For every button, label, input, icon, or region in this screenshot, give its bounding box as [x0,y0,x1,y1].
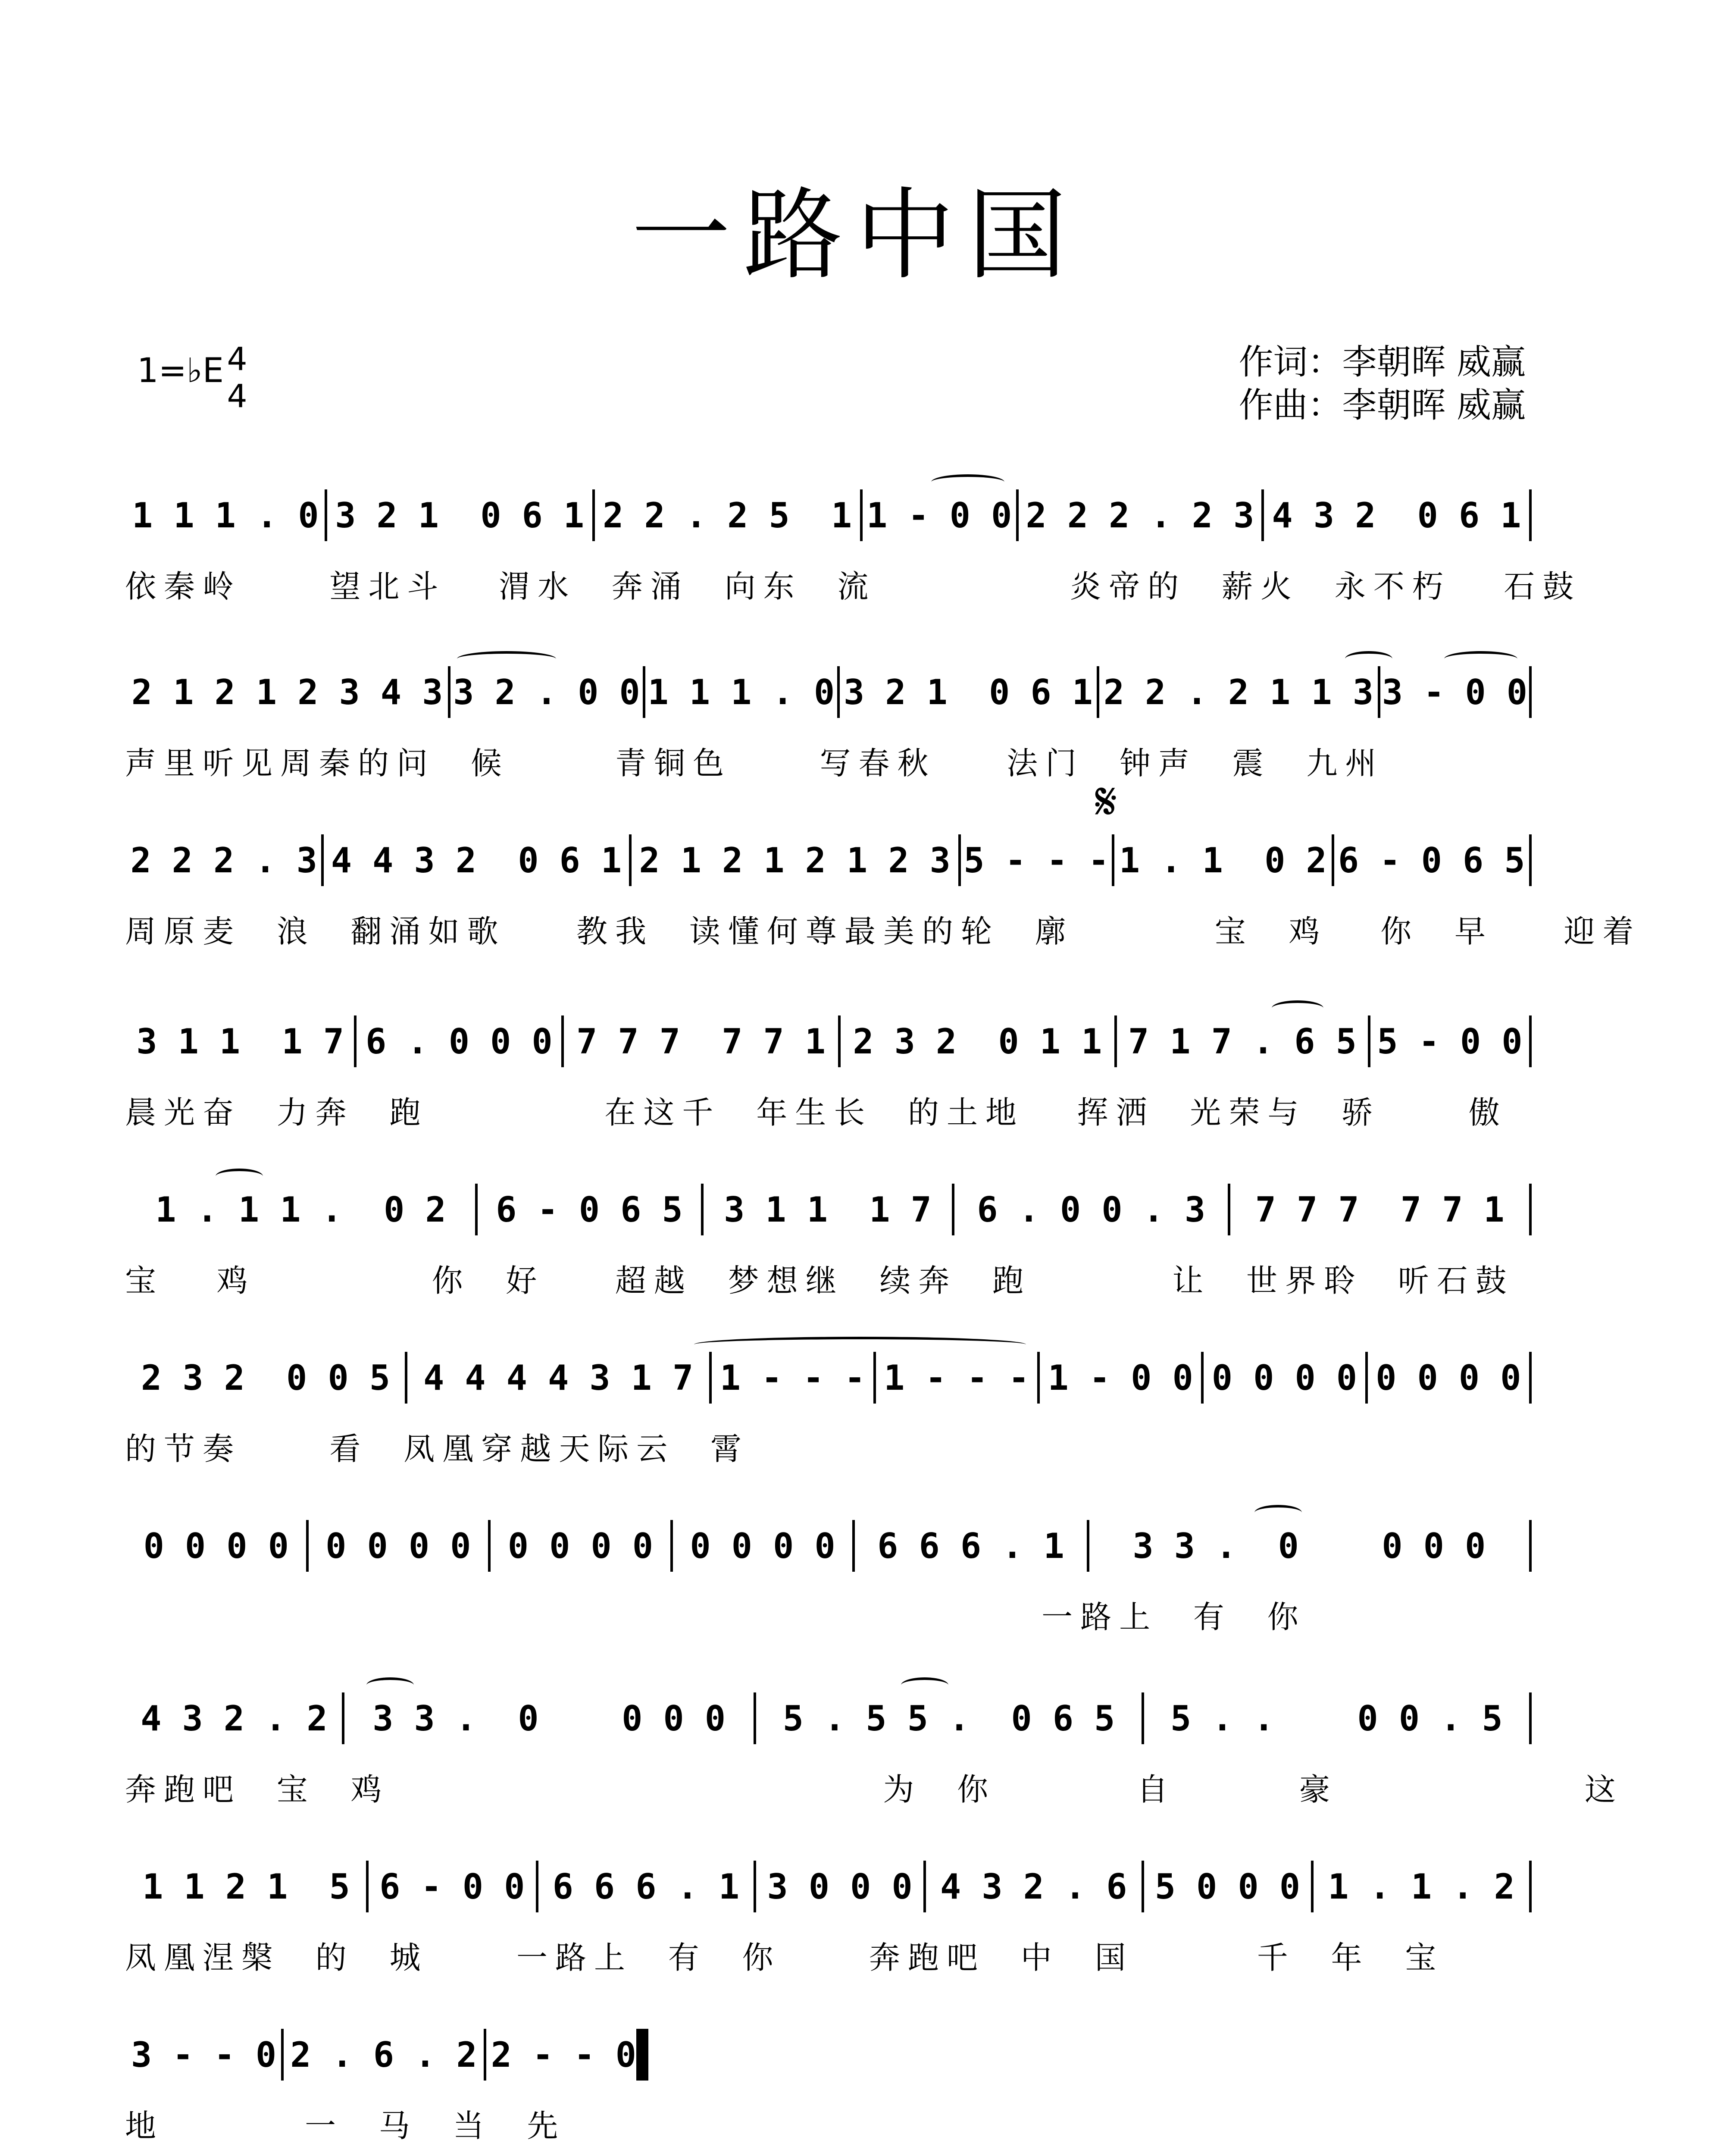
measure [125,1682,343,1755]
measure [1143,1682,1530,1755]
measure [326,479,594,552]
measure [563,1005,839,1078]
measure [489,1509,672,1583]
measure [355,1005,563,1078]
time-signature [224,341,250,415]
measure-notes: 1 . 1 . 2 [1328,1866,1515,1907]
tie-arc [931,474,1004,490]
measure-notes: 2 2 2 . 3 [130,840,317,881]
measure-notes: 2 - - 0 [491,2034,636,2075]
time-signature-bottom: 4 [227,378,247,415]
measure [307,1509,490,1583]
measure [1116,1005,1369,1078]
tie-arc [1444,651,1517,667]
lyrics-line: 宝 鸡 你 好 超越 梦想继 续奔 跑 让 世界聆 听石鼓 [125,1263,1514,1299]
time-signature-top: 4 [227,341,247,378]
measure [125,1341,406,1414]
barline [1529,489,1532,541]
credits [1239,341,1526,427]
measure-notes: 3 1 1 1 7 [724,1189,932,1230]
measure [125,1509,307,1583]
measure [838,655,1098,729]
measure [485,2018,642,2091]
measure-notes: 5 - 0 0 [1377,1021,1523,1062]
measure [1333,824,1530,897]
measure [1143,1850,1312,1923]
measure-notes: 2 1 2 1 2 1 2 3 [639,840,951,881]
final-barline [636,2029,648,2081]
measure-notes: 2 1 2 1 2 3 4 3 [131,672,443,712]
lyrics-line: 周原麦 浪 翻涌如歌 教我 读懂何尊最美的轮 廓 宝 鸡 你 早 迎着 [125,913,1642,950]
measure [755,1682,1142,1755]
measure-notes: 6 - 0 0 [379,1866,525,1907]
measure-notes: 7 7 7 7 7 1 [576,1021,826,1062]
measure-notes: 2 2 . 2 5 1 [603,495,852,536]
measure [1113,824,1333,897]
barline [1529,666,1532,718]
measure-notes: 1 - - - [884,1357,1029,1398]
measure [1367,1341,1530,1414]
measure [406,1341,710,1414]
measure-notes: 2 3 2 0 1 1 [853,1021,1102,1062]
measure [537,1850,755,1923]
measure-notes: 3 2 1 0 6 1 [335,495,585,536]
segno-icon: 𝄋 [1095,772,1117,832]
measure-notes: 1 . 1 1 . 0 2 [155,1189,446,1230]
measure-notes: 3 3 . 0 0 0 0 [1132,1526,1486,1566]
measure [854,1509,1088,1583]
barline [1529,1861,1532,1912]
measure [1229,1173,1530,1246]
measure [1098,655,1379,729]
lyrics-line: 地 一 马 当 先 [125,2108,566,2144]
measure-notes: 4 3 2 0 6 1 [1272,495,1521,536]
measure-notes: 2 3 2 0 0 5 [141,1357,390,1398]
measure-notes: 5 - - - [963,840,1109,881]
measure-notes: 1 1 1 . 0 [647,672,835,712]
measure [953,1173,1229,1246]
measure [630,824,960,897]
measure [125,479,326,552]
measure-notes: 3 2 1 0 6 1 [844,672,1093,712]
song-title: 一路中国 [631,178,1080,293]
measure-notes: 6 - 0 6 5 [496,1189,683,1230]
measure [322,824,630,897]
measure [672,1509,854,1583]
tie-arc [1254,1505,1302,1520]
barline [1529,1015,1532,1067]
measure [476,1173,702,1246]
tie-arc [216,1169,263,1184]
measure [125,1173,476,1246]
measure [125,2018,282,2091]
measure-notes: 5 0 0 0 [1154,1866,1300,1907]
lyrics-line: 依秦岭 望北斗 渭水 奔涌 向东 流 炎帝的 薪火 永不朽 石鼓 [125,568,1582,605]
measure-notes: 6 . 0 0 . 3 [977,1189,1206,1230]
measure-notes: 2 2 2 . 2 3 [1026,495,1254,536]
measure-notes: 3 - - 0 [131,2034,277,2075]
measure-notes: 1 1 2 1 5 [142,1866,350,1907]
measure-notes: 0 0 0 0 [1376,1357,1521,1398]
measure [125,1850,367,1923]
measure [839,1005,1116,1078]
tie-arc [1272,1000,1323,1016]
measure [367,1850,537,1923]
measure-notes: 4 4 4 4 3 1 7 [423,1357,694,1398]
tie-arc [1345,651,1392,667]
measure-notes: 3 3 . 0 0 0 0 [372,1698,726,1739]
tie-arc [366,1677,414,1693]
measure [702,1173,953,1246]
measure-notes: 1 - 0 0 [866,495,1012,536]
measure-notes: 4 3 2 . 6 [940,1866,1127,1907]
measure [125,1005,355,1078]
measure-notes: 2 2 . 2 1 1 3 [1103,672,1373,712]
measure [594,479,861,552]
tie-arc [457,651,556,667]
lyrics-line: 一路上 有 你 [125,1599,1306,1635]
measure-notes: 1 - 0 0 [1048,1357,1193,1398]
measure-notes: 0 0 0 0 [690,1526,835,1566]
measure [1312,1850,1530,1923]
measure-notes: 5 . 5 5 . 0 6 5 [782,1698,1115,1739]
measure-notes: 6 6 6 . 1 [877,1526,1064,1566]
measure-notes: 3 1 1 1 7 [136,1021,344,1062]
measure-notes: 3 0 0 0 [767,1866,913,1907]
measure-notes: 3 2 . 0 0 [453,672,640,712]
measure [1038,1341,1202,1414]
tie-arc [694,1337,1026,1352]
measure [1369,1005,1530,1078]
lyrics-line: 奔跑吧 宝 鸡 为 你 自 豪 这 [125,1771,1623,1808]
barline [1529,1184,1532,1235]
measure [960,824,1114,897]
barline [1529,1692,1532,1744]
measure [282,2018,485,2091]
lyrics-line: 声里听见周秦的问 候 青铜色 写春秋 法门 钟声 震 九州 [125,745,1384,781]
measure-notes: 3 - 0 0 [1382,672,1528,712]
barline [1529,1520,1532,1572]
measure [644,655,838,729]
key-signature: 1=♭E [137,351,224,390]
measure [125,655,449,729]
measure-notes: 0 0 0 0 [325,1526,471,1566]
measure-notes: 2 . 6 . 2 [290,2034,477,2075]
composer-credit: 作曲：李朝晖 威赢 [1239,385,1526,425]
measure-notes: 4 3 2 . 2 [141,1698,328,1739]
measure [1088,1509,1530,1583]
measure [925,1850,1143,1923]
lyricist-credit: 作词：李朝晖 威赢 [1239,342,1526,382]
barline [1529,834,1532,886]
measure [1202,1341,1366,1414]
measure-notes: 1 - - - [719,1357,866,1398]
measure-notes: 1 . 1 0 2 [1119,840,1327,881]
measure-notes: 6 - 0 6 5 [1338,840,1525,881]
measure [1263,479,1530,552]
lyrics-line: 晨光奋 力奔 跑 在这千 年生长 的土地 挥洒 光荣与 骄 傲 [125,1094,1508,1131]
measure-notes: 4 4 3 2 0 6 1 [331,840,622,881]
lyrics-line: 凤凰涅槃 的 城 一路上 有 你 奔跑吧 中 国 千 年 宝 [125,1940,1444,1976]
measure-notes: 7 1 7 . 6 5 [1128,1021,1357,1062]
measure [125,824,322,897]
measure-notes: 6 6 6 . 1 [552,1866,740,1907]
measure-notes: 7 7 7 7 7 1 [1255,1189,1505,1230]
measure [755,1850,924,1923]
measure-notes: 0 0 0 0 [507,1526,654,1566]
measure-notes: 0 0 0 0 [143,1526,289,1566]
measure-notes: 6 . 0 0 0 [366,1021,553,1062]
barline [1529,1352,1532,1404]
measure-notes: 5 . . 0 0 . 5 [1170,1698,1503,1739]
tie-arc [901,1677,948,1693]
lyrics-line: 的节奏 看 凤凰穿越天际云 霄 [125,1431,749,1467]
measure-notes: 1 1 1 . 0 [132,495,319,536]
measure-notes: 0 0 0 0 [1211,1357,1358,1398]
measure [1017,479,1263,552]
